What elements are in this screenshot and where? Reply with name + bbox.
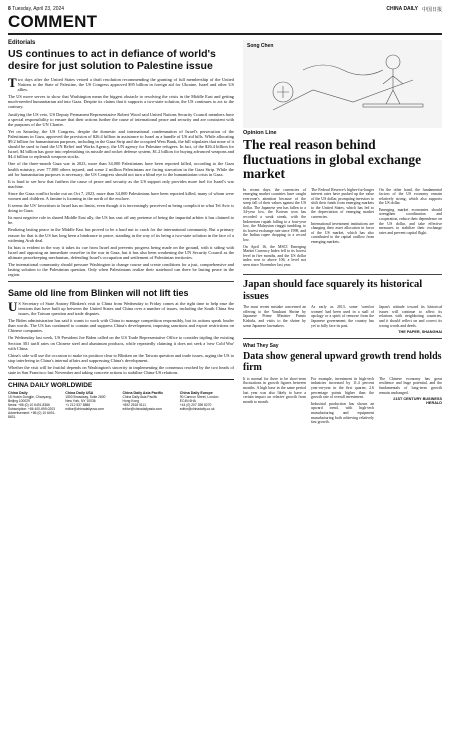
office-name: China Daily Europe bbox=[179, 391, 213, 396]
office-line: +44 (0) 207 398 8270 bbox=[179, 403, 212, 408]
paragraph: On April 16, the MSCI Emerging Market Currency Index fell to its lowest level in five months, and the US dollar index rose to above 106, a level not seen since November last year. bbox=[243, 244, 306, 267]
japan-col bbox=[243, 305, 306, 334]
second-editorial-title: Same old line from Blinken will not lift ties bbox=[8, 287, 189, 298]
office-line: Hong Kong bbox=[122, 399, 139, 404]
paragraph: The Biden administration has said it wants to work with China to manage competition responsibly, but its actions speak louder than words. The US has continued to contain and suppress China's development, imposing sanctions and export restrictions on Chinese companies. bbox=[8, 318, 234, 334]
office-name: China Daily Asia Pacific bbox=[122, 391, 164, 396]
masthead-rule bbox=[8, 33, 442, 35]
info-column bbox=[180, 391, 234, 419]
paragraph: Whether the visit will be fruitful depends on Washington's sincerity in implementing the consensus reached by the two heads of state in San Francisco last November and taking concrete actions to stabilize China-US relations. bbox=[8, 364, 234, 375]
issue-date: Tuesday, April 23, 2024 bbox=[12, 6, 65, 12]
data-byline: 21ST CENTURY BUSINESS HERALD bbox=[393, 397, 442, 406]
cartoon-illustration bbox=[243, 40, 442, 128]
office-line: +852 2518 5111 bbox=[122, 403, 146, 408]
section-divider bbox=[243, 338, 442, 339]
data-col bbox=[379, 377, 442, 427]
paragraph: Realizing lasting peace in the Middle East has proved to be a hard nut to crack for the international community. But a primary reason for that is the US has long been a hindrance to peace, standing in the way of its being a two-state solution in the face of a widening Arab deal. bbox=[8, 227, 234, 243]
opinion-col bbox=[311, 188, 374, 270]
paragraph: The Federal Reserve's higher-for-longer interest rates have pushed up the value of the US dollar, prompting investors to shift their funds from emerging markets to the United States, which has led to the depreciation of emerging market currencies. bbox=[311, 187, 374, 220]
data-title: Data show general upward growth trend holds firm bbox=[243, 350, 442, 373]
office-line: 15 Huixin Dongjie, Chaoyang, Beijing 100029 bbox=[8, 395, 52, 404]
paragraph: It is hard to see how that furthers the cause of peace and security as the US support only provides more fuel for Israel's war machine. bbox=[8, 178, 234, 189]
info-box-title: CHINA DAILY WORLDWIDE bbox=[8, 382, 93, 390]
office-line: China Daily Asia Pacific bbox=[122, 395, 158, 400]
paragraph: As early as 2013, some 'comfort women' had been used in a stall of apology or a spirit of remorse from the Japanese government; the country has yet to fully face its past. bbox=[311, 305, 374, 328]
publication-name: CHINA DAILY bbox=[386, 6, 418, 12]
paragraph: It seems the US' favoritism to Israel has no limits, even though it is increasingly perceived as being complicit in what Tel Aviv is doing in Gaza. bbox=[8, 203, 234, 214]
page-number: 8 bbox=[8, 6, 11, 12]
office-line: News: +86 (0) 10 6491-8366 bbox=[8, 403, 50, 408]
paragraph: Industrial production has shown an upward trend, with high-tech manufacturing and equipment manufacturing both achieving relatively fast growth. bbox=[311, 401, 374, 425]
info-box-grid bbox=[8, 391, 234, 419]
paragraph: Since the Gaza conflict broke out on Oct 7, 2023, more than 34,000 Palestinians have been reported killed, many of whom were women and children. A famine is looming in the north of the enclave. bbox=[8, 190, 234, 201]
opinion-title: The real reason behind fluctuations in global exchange market bbox=[243, 137, 422, 181]
paragraph: The Chinese economy has great resilience and huge potential, and the fundamentals of long-term growth remain unchanged. bbox=[379, 376, 442, 395]
main-editorial-body bbox=[8, 77, 234, 277]
main-editorial-title: US continues to act in defiance of world's desire for just solution to Palestine issue bbox=[8, 48, 216, 72]
paragraph: One of the three-month Gaza war in 2023, more than 34,000 Palestinians have been reported killed, according to the Gaza health ministry, over 77,000 others injured, and some 2 million Palestinians are facing starvation in the Gaza Strip. While the aid for humanitarian purposes is necessary, the US Congress should not turn a blind eye to the humanitarian crisis in Gaza. bbox=[8, 161, 234, 177]
paragraph: Emerging market economies should strengthen coordination and cooperation, reduce their dependence on the US dollar, and take effective measures to stabilize their exchange rates and prevent capital flight. bbox=[379, 207, 442, 235]
office-name: China Daily USA bbox=[65, 391, 94, 396]
japan-byline: THE PAPER, SHANGHAI bbox=[398, 330, 442, 335]
paragraph: International investment institutions are changing their asset allocation in favor of the US market, which has also contributed to the capital outflow from emerging markets. bbox=[311, 221, 374, 245]
paragraph: China's side will use the occasion to make its position clear to Blinken on the Taiwan question and trade issues, urging the US to stop interfering in China's internal affairs and suppressing China's development. bbox=[8, 352, 234, 363]
opinion-col bbox=[379, 188, 442, 270]
opinion-column bbox=[243, 40, 442, 427]
office-line: EC4N 6HA bbox=[179, 399, 196, 404]
cartoonist-name: Song Chen bbox=[247, 43, 274, 49]
editorials-column bbox=[8, 40, 234, 419]
what-they-say-label: What They Say bbox=[243, 342, 279, 349]
paragraph: Yet on Saturday, the US Congress, despite the domestic and international condemnation of Israel's persecution of the Palestinians in Gaza, approved the provision of $26.4 billion in assistance to Israel as a bundle of US aid bills. While allocating $9.2 billion for humanitarian purposes, including in the Gaza Strip and the occupied West Bank, the bill stipulates that none of it should be used to fund the UN Relief and Works Agency, the UN agency for Palestine refugees. In fact, of the $26.4 billion for Israel, $4 billion has gone into replenishing its missile and rocket defense system, $1.2 billion for buying advanced weapons and $4.4 billion to replenish weapons stocks. bbox=[8, 128, 234, 160]
japan-col bbox=[311, 305, 374, 334]
editorial-cartoon bbox=[243, 40, 442, 128]
office-name: China Daily bbox=[8, 391, 28, 396]
worldwide-info-box bbox=[8, 379, 234, 419]
header-right bbox=[386, 6, 442, 13]
paragraph: On the other hand, the fundamental factors of the US economy remain relatively strong, which also supports the US dollar. bbox=[379, 187, 442, 206]
office-line: editor@chinadailyasia.com bbox=[122, 407, 162, 412]
japan-col bbox=[379, 305, 442, 334]
second-editorial-body bbox=[8, 298, 234, 375]
data-col bbox=[311, 377, 374, 427]
paragraph: Justifying the US veto, US Deputy Permanent Representative Robert Wood said United Nations Security Council members have a special responsibility to ensure that their actions further the cause of international peace and security and are consistent with the purposes of the UN Charter. bbox=[8, 111, 234, 127]
paragraph: The most recent mistake concerned an offering to the Yasukuni Shrine by Japanese Prime Minister Fumio Kishida, and visits to the shrine by some Japanese lawmakers. bbox=[243, 305, 306, 328]
japan-body bbox=[243, 305, 442, 334]
office-line: Advertisement: +86 (0) 10 6491-8631 bbox=[8, 411, 56, 420]
office-line: 90 Cannon Street, London bbox=[179, 395, 219, 400]
section-divider bbox=[8, 281, 234, 282]
info-column bbox=[65, 391, 119, 419]
opinion-line-label: Opinion Line bbox=[243, 130, 277, 136]
paragraph: Its most negative role in shared Middle East ally, the US has cast off any pretense of being the impartial arbiter it has claimed to be. bbox=[8, 215, 234, 226]
paragraph: The international community should pressure Washington to change course and create conditions for a just, comprehensive and lasting solution to the Palestinian question. Only when Palestinians realize their statehood can there be lasting peace in the region. bbox=[8, 262, 234, 278]
office-line: 1500 Broadway, Suite 2800 bbox=[65, 395, 106, 400]
office-line: New York, NY 10036 bbox=[65, 399, 96, 404]
paragraph: The US move serves to show that Washington mean the biggest obstacle to resolving the crisis in the Middle East and getting much-needed humanitarian aid into Gaza. Despite its claims that it supports a two-state solution, the US continues to act to the contrary. bbox=[8, 94, 234, 110]
office-line: editor@chinadaily.co.uk bbox=[179, 407, 215, 412]
section-divider bbox=[243, 274, 442, 275]
office-line: Subscription: +86 400-699-0203 bbox=[8, 407, 56, 412]
info-column bbox=[8, 391, 62, 419]
data-col bbox=[243, 377, 306, 427]
paragraph: For example, investment in high-tech industries increased by 11.4 percent year-on-year in the first quarter, 2.6 percentage points higher than the growth rate of overall investment. bbox=[311, 376, 374, 400]
paragraph: Japan's attitude toward its historical issues will continue to affect its relations with neighboring countries, and it should reflect on and correct its wrong words and deeds. bbox=[379, 305, 442, 328]
paragraph: On Wednesday last week, US President Joe Biden called on the US Trade Representative Office to consider tripling the existing Section 301 tariff rates on Chinese steel and aluminum products, while repeatedly claiming it does not seek a 'new Cold War' with China. bbox=[8, 335, 234, 351]
editorials-label: Editorials bbox=[8, 40, 36, 46]
opinion-col bbox=[243, 188, 306, 270]
paragraph: Its bias is evident in the way it takes its cue from Israel and prevents progress being made on the ground, with it siding with Israel and opposing an immediate ceasefire in the war in Gaza, but it has also been weakening the UN Security Council as the ultimate peacekeeping mechanism, defending Israel's occupation and settlement of Palestinian territories. bbox=[8, 244, 234, 260]
japan-title: Japan should face squarely its historical issues bbox=[243, 279, 423, 302]
office-line: editor@chinadailyusa.com bbox=[65, 407, 104, 412]
info-column bbox=[123, 391, 177, 419]
paragraph: Two days after the United States vetoed a draft resolution recommending the granting of full membership of the United Nations to the State of Palestine, the US Congress approved $95 billion in foreign aid for Ukraine, Israel and other US allies. bbox=[8, 75, 234, 93]
publication-name-cn: 中国日报 bbox=[421, 6, 442, 13]
paragraph: In recent days, the currencies of emerging market countries have caught everyone's attention because of the steep fall of their values against the US dollar. The Japanese yen has fallen to a 34-year low, the Korean won has recorded a weak streak, with the Indonesian rupiah falling to a four-year low, the Malaysian ringgit tumbling to its lowest exchange rate since 1998, and the Indian rupee dropping to a record low. bbox=[243, 187, 306, 243]
section-masthead: COMMENT bbox=[8, 12, 98, 31]
paragraph: It is normal for there to be short-term fluctuations in growth figures between months. A high base in the same period last year was also likely to have a certain impact on relative growth from month to month. bbox=[243, 376, 306, 404]
paragraph: US Secretary of State Antony Blinken's visit to China from Wednesday to Friday comes at the right time to help ease the tensions that have built up between the United States and China over a number of issues, including the South China Sea issues, the Taiwan question and trade disputes. bbox=[8, 298, 234, 317]
data-body bbox=[243, 377, 442, 427]
opinion-body bbox=[243, 188, 442, 270]
office-line: +1 212 537 8888 bbox=[65, 403, 91, 408]
